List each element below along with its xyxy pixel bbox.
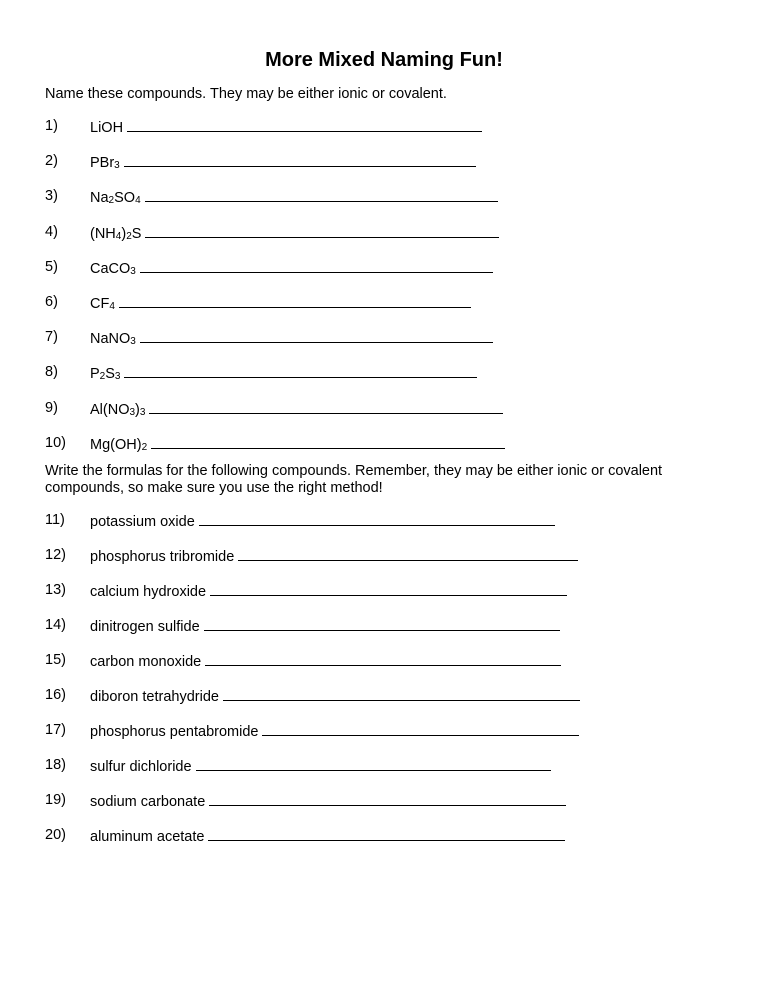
question-number: 12) xyxy=(45,547,66,563)
section1-instructions: Name these compounds. They may be either ionic or covalent. xyxy=(45,86,447,102)
question-number: 5) xyxy=(45,258,58,275)
answer-blank-line[interactable] xyxy=(151,434,505,449)
answer-blank-line[interactable] xyxy=(149,399,503,414)
answer-blank-line[interactable] xyxy=(223,686,580,701)
question-item xyxy=(45,791,566,809)
answer-blank-line[interactable] xyxy=(119,293,471,308)
answer-blank-line[interactable] xyxy=(196,756,551,771)
question-item xyxy=(45,258,493,276)
question-text: $Na_2SO_4$ xyxy=(90,187,498,207)
answer-blank-line[interactable] xyxy=(124,363,477,378)
question-text: sulfur dichloride xyxy=(90,756,551,776)
answer-blank-line[interactable] xyxy=(238,546,578,561)
question-number: 8) xyxy=(45,364,58,381)
question-item xyxy=(45,581,567,599)
question-text: $Al(NO_3)_3$ xyxy=(90,399,503,419)
question-text: diboron tetrahydride xyxy=(90,686,580,706)
question-item xyxy=(45,511,555,529)
answer-blank-line[interactable] xyxy=(140,328,493,343)
answer-blank-line[interactable] xyxy=(262,721,579,736)
question-number: 2) xyxy=(45,153,58,170)
question-item xyxy=(45,117,482,135)
answer-blank-line[interactable] xyxy=(208,826,565,841)
question-text: phosphorus pentabromide xyxy=(90,721,579,741)
question-text: carbon monoxide xyxy=(90,651,561,671)
question-text: $CF_4$ xyxy=(90,293,471,313)
question-item xyxy=(45,223,499,241)
answer-blank-line[interactable] xyxy=(210,581,567,596)
question-item xyxy=(45,616,560,634)
question-number: 13) xyxy=(45,582,66,598)
question-item xyxy=(45,651,561,669)
question-item xyxy=(45,434,505,452)
question-number: 9) xyxy=(45,399,58,416)
question-text: dinitrogen sulfide xyxy=(90,616,560,636)
question-number: 1) xyxy=(45,118,58,134)
question-number: 6) xyxy=(45,294,58,310)
question-number: 20) xyxy=(45,827,66,843)
question-text: LiOH xyxy=(90,117,482,137)
question-item xyxy=(45,686,580,704)
question-number: 14) xyxy=(45,617,66,633)
question-number: 16) xyxy=(45,687,66,703)
question-item xyxy=(45,721,579,739)
question-text: potassium oxide xyxy=(90,511,555,531)
question-number: 19) xyxy=(45,792,66,808)
question-number: 11) xyxy=(45,512,65,528)
answer-blank-line[interactable] xyxy=(209,791,566,806)
question-item xyxy=(45,328,493,346)
question-text: PBr$_3$ xyxy=(90,152,476,172)
question-text: $Mg(OH)_2$ xyxy=(90,434,505,454)
answer-blank-line[interactable] xyxy=(204,616,560,631)
question-item xyxy=(45,152,476,170)
question-number: 7) xyxy=(45,329,58,346)
question-item xyxy=(45,363,477,381)
question-number: 10) xyxy=(45,434,66,451)
answer-blank-line[interactable] xyxy=(145,187,498,202)
question-number: 4) xyxy=(45,223,58,240)
answer-blank-line[interactable] xyxy=(145,223,499,238)
question-number: 18) xyxy=(45,757,66,773)
question-item xyxy=(45,187,498,205)
question-text: $(NH_4)_2S$ xyxy=(90,223,499,243)
section2-instructions: Write the formulas for the following compounds. Remember, they may be either ionic or covalent compounds, so make sure you use the right method! xyxy=(45,463,663,496)
answer-blank-line[interactable] xyxy=(124,152,476,167)
question-item xyxy=(45,546,578,564)
answer-blank-line[interactable] xyxy=(199,511,555,526)
question-number: 17) xyxy=(45,722,66,738)
question-number: 3) xyxy=(45,188,58,205)
question-text: $P_2S_3$ xyxy=(90,363,477,383)
question-text: calcium hydroxide xyxy=(90,581,567,601)
question-text: sodium carbonate xyxy=(90,791,566,811)
question-item xyxy=(45,399,503,417)
question-text: aluminum acetate xyxy=(90,826,565,846)
question-text: NaNO$_3$ xyxy=(90,328,493,348)
answer-blank-line[interactable] xyxy=(127,117,482,132)
question-item xyxy=(45,293,471,311)
question-text: CaCO$_3$ xyxy=(90,258,493,278)
question-item xyxy=(45,826,565,844)
question-text: phosphorus tribromide xyxy=(90,546,578,566)
question-item xyxy=(45,756,551,774)
answer-blank-line[interactable] xyxy=(140,258,493,273)
page-title: More Mixed Naming Fun! xyxy=(265,49,503,71)
question-number: 15) xyxy=(45,652,66,668)
answer-blank-line[interactable] xyxy=(205,651,561,666)
